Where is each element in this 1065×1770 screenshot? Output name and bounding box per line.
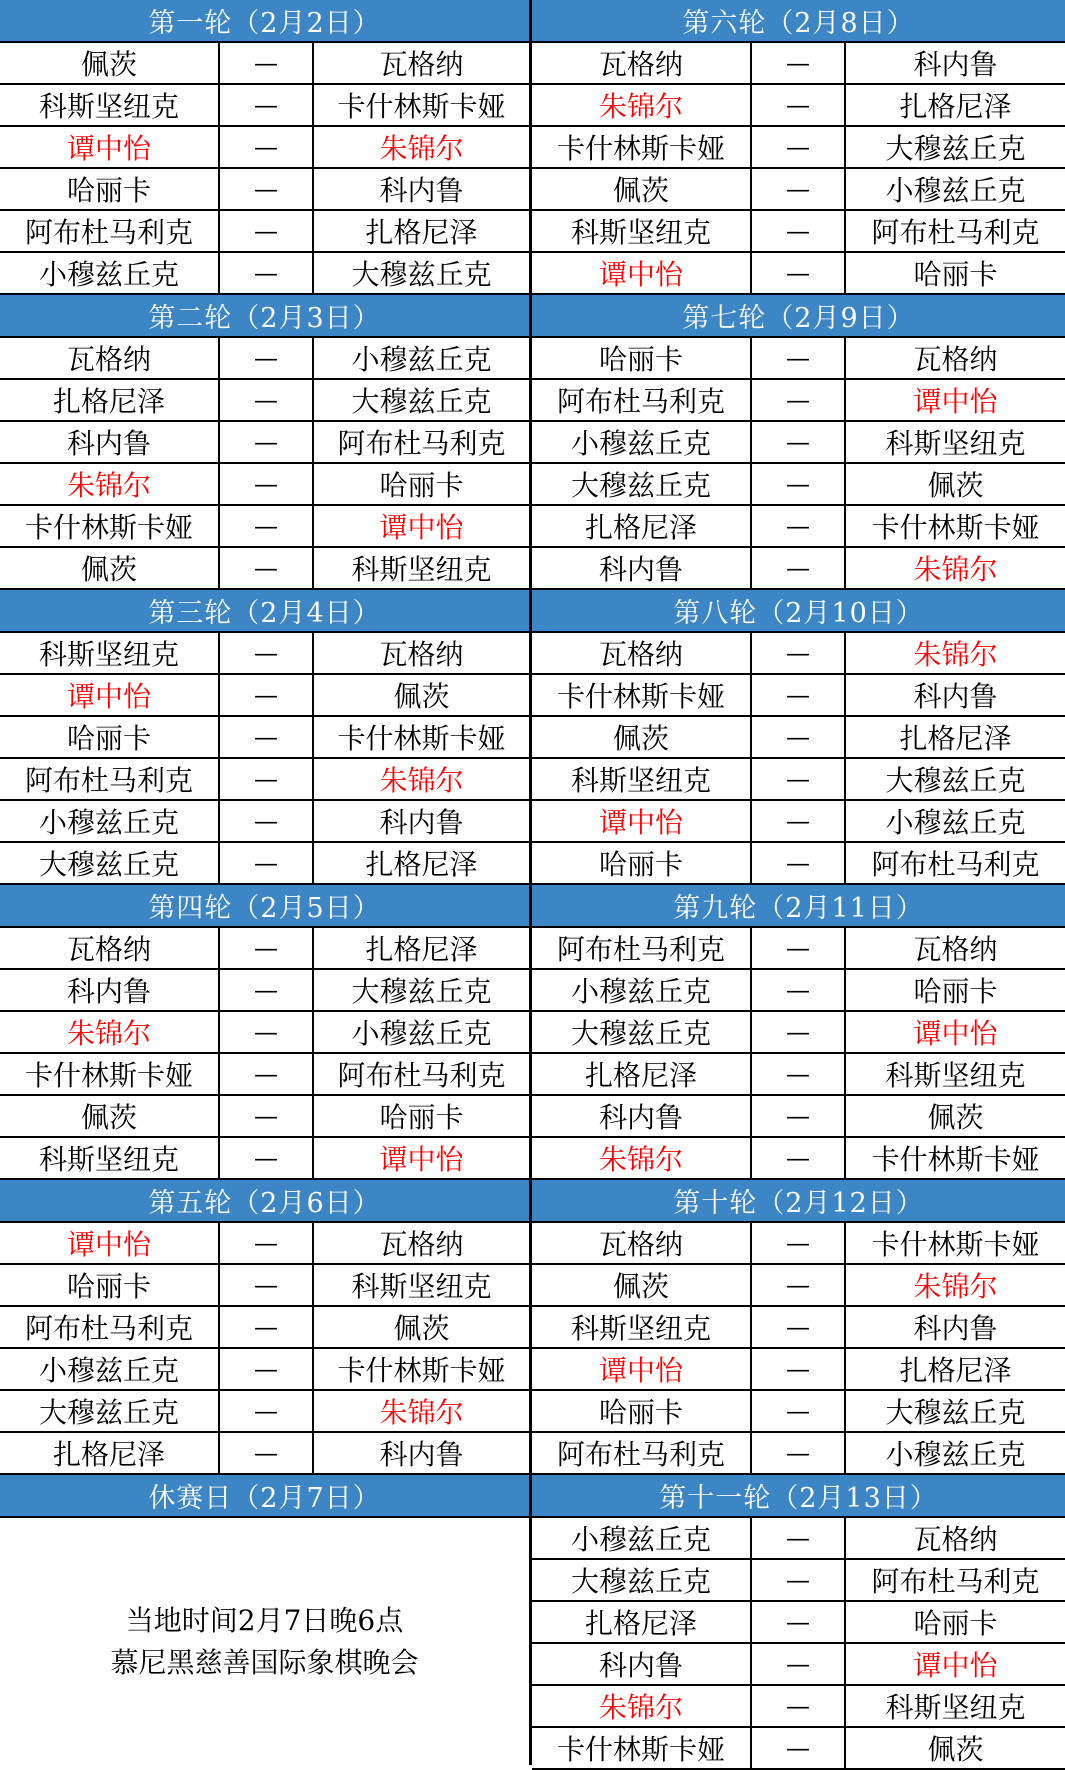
game-row <box>532 1138 1065 1180</box>
versus-dash: — <box>220 1349 314 1389</box>
game-row <box>532 1391 1065 1433</box>
versus-dash: — <box>220 169 314 209</box>
white-player: 佩茨 <box>532 169 752 209</box>
round-title: 第四轮（2月5日） <box>0 885 529 928</box>
black-player: 卡什林斯卡娅 <box>337 722 506 755</box>
game-row <box>0 1012 529 1054</box>
versus-dash: — <box>220 43 314 83</box>
game-row <box>532 633 1065 675</box>
game-row <box>532 1644 1065 1686</box>
game-row <box>532 970 1065 1012</box>
versus-dash: — <box>220 801 314 841</box>
round-title: 第一轮（2月2日） <box>0 0 529 43</box>
versus-dash: — <box>220 759 314 799</box>
black-player: 朱锦尔 <box>379 1396 464 1429</box>
white-player: 朱锦尔 <box>0 1012 220 1052</box>
versus-dash: — <box>752 1644 846 1684</box>
white-player: 瓦格纳 <box>0 928 220 968</box>
black-player: 卡什林斯卡娅 <box>871 1143 1040 1176</box>
black-player: 阿布杜马利克 <box>871 848 1040 881</box>
versus-dash: — <box>220 843 314 883</box>
right-column <box>532 0 1065 1765</box>
game-row <box>0 1096 529 1138</box>
versus-dash: — <box>220 1391 314 1431</box>
white-player: 小穆兹丘克 <box>0 253 220 293</box>
white-player: 佩茨 <box>0 548 220 588</box>
game-row <box>0 1307 529 1349</box>
black-player: 瓦格纳 <box>379 1228 464 1261</box>
game-row <box>532 1728 1065 1770</box>
black-player: 朱锦尔 <box>913 1270 998 1303</box>
white-player: 瓦格纳 <box>532 633 752 673</box>
versus-dash: — <box>752 1349 846 1389</box>
game-row <box>0 338 529 380</box>
white-player: 卡什林斯卡娅 <box>532 1728 752 1768</box>
game-row <box>0 43 529 85</box>
black-player: 瓦格纳 <box>379 638 464 671</box>
white-player: 大穆兹丘克 <box>0 1391 220 1431</box>
round-block <box>532 0 1065 295</box>
versus-dash: — <box>752 801 846 841</box>
black-player: 佩茨 <box>393 1312 450 1345</box>
game-row <box>0 464 529 506</box>
black-player: 大穆兹丘克 <box>351 258 492 291</box>
game-row <box>0 1138 529 1180</box>
round-block <box>532 590 1065 885</box>
game-row <box>0 843 529 885</box>
game-row <box>0 633 529 675</box>
game-row <box>0 928 529 970</box>
white-player: 小穆兹丘克 <box>532 970 752 1010</box>
game-row <box>0 1223 529 1265</box>
white-player: 科内鲁 <box>0 422 220 462</box>
white-player: 哈丽卡 <box>532 338 752 378</box>
white-player: 卡什林斯卡娅 <box>0 1054 220 1094</box>
white-player: 哈丽卡 <box>0 169 220 209</box>
white-player: 科斯坚纽克 <box>532 211 752 251</box>
versus-dash: — <box>752 253 846 293</box>
game-row <box>0 211 529 253</box>
round-title: 第六轮（2月8日） <box>532 0 1065 43</box>
game-row <box>0 1391 529 1433</box>
white-player: 小穆兹丘克 <box>0 801 220 841</box>
versus-dash: — <box>752 928 846 968</box>
versus-dash: — <box>220 1054 314 1094</box>
rest-day-note <box>0 1518 529 1765</box>
white-player: 科斯坚纽克 <box>532 1307 752 1347</box>
white-player: 朱锦尔 <box>532 1686 752 1726</box>
game-row <box>0 253 529 295</box>
game-row <box>532 380 1065 422</box>
black-player: 朱锦尔 <box>913 638 998 671</box>
game-row <box>0 127 529 169</box>
black-player: 大穆兹丘克 <box>885 1396 1026 1429</box>
versus-dash: — <box>752 759 846 799</box>
white-player: 大穆兹丘克 <box>532 1560 752 1600</box>
game-row <box>532 1054 1065 1096</box>
game-row <box>532 43 1065 85</box>
white-player: 阿布杜马利克 <box>532 1433 752 1473</box>
game-row <box>532 548 1065 590</box>
game-row <box>532 464 1065 506</box>
white-player: 扎格尼泽 <box>0 380 220 420</box>
white-player: 瓦格纳 <box>0 338 220 378</box>
white-player: 扎格尼泽 <box>0 1433 220 1473</box>
game-row <box>532 1686 1065 1728</box>
black-player: 瓦格纳 <box>913 1523 998 1556</box>
white-player: 瓦格纳 <box>532 43 752 83</box>
white-player: 佩茨 <box>532 1265 752 1305</box>
game-row <box>0 1265 529 1307</box>
game-row <box>532 928 1065 970</box>
white-player: 科内鲁 <box>0 970 220 1010</box>
black-player: 扎格尼泽 <box>365 933 478 966</box>
versus-dash: — <box>752 422 846 462</box>
black-player: 瓦格纳 <box>913 933 998 966</box>
black-player: 阿布杜马利克 <box>337 427 506 460</box>
white-player: 卡什林斯卡娅 <box>532 127 752 167</box>
rest-day-line-2: 慕尼黑慈善国际象棋晚会 <box>110 1645 419 1679</box>
white-player: 哈丽卡 <box>532 843 752 883</box>
round-title: 第十一轮（2月13日） <box>532 1475 1065 1518</box>
white-player: 谭中怡 <box>0 1223 220 1263</box>
versus-dash: — <box>752 1433 846 1473</box>
black-player: 科内鲁 <box>913 1312 998 1345</box>
round-block <box>532 295 1065 590</box>
white-player: 谭中怡 <box>532 1349 752 1389</box>
black-player: 大穆兹丘克 <box>885 132 1026 165</box>
game-row <box>532 1433 1065 1475</box>
black-player: 佩茨 <box>927 469 984 502</box>
white-player: 哈丽卡 <box>532 1391 752 1431</box>
white-player: 扎格尼泽 <box>532 1054 752 1094</box>
versus-dash: — <box>220 464 314 504</box>
white-player: 科内鲁 <box>532 1096 752 1136</box>
black-player: 佩茨 <box>393 680 450 713</box>
white-player: 哈丽卡 <box>0 1265 220 1305</box>
black-player: 科斯坚纽克 <box>885 1691 1026 1724</box>
black-player: 朱锦尔 <box>379 132 464 165</box>
versus-dash: — <box>220 338 314 378</box>
round-title: 第二轮（2月3日） <box>0 295 529 338</box>
versus-dash: — <box>752 127 846 167</box>
game-row <box>0 801 529 843</box>
game-row <box>532 1560 1065 1602</box>
game-row <box>532 211 1065 253</box>
white-player: 科斯坚纽克 <box>0 85 220 125</box>
black-player: 大穆兹丘克 <box>351 975 492 1008</box>
game-row <box>532 1096 1065 1138</box>
round-title: 第十轮（2月12日） <box>532 1180 1065 1223</box>
game-row <box>532 675 1065 717</box>
versus-dash: — <box>752 85 846 125</box>
black-player: 科斯坚纽克 <box>885 1059 1026 1092</box>
black-player: 朱锦尔 <box>379 764 464 797</box>
white-player: 佩茨 <box>532 717 752 757</box>
white-player: 谭中怡 <box>0 127 220 167</box>
white-player: 佩茨 <box>0 1096 220 1136</box>
versus-dash: — <box>752 380 846 420</box>
versus-dash: — <box>752 169 846 209</box>
versus-dash: — <box>220 380 314 420</box>
black-player: 瓦格纳 <box>913 343 998 376</box>
versus-dash: — <box>752 211 846 251</box>
versus-dash: — <box>752 1728 846 1768</box>
white-player: 科斯坚纽克 <box>0 633 220 673</box>
round-title: 第八轮（2月10日） <box>532 590 1065 633</box>
black-player: 阿布杜马利克 <box>871 1565 1040 1598</box>
black-player: 小穆兹丘克 <box>885 174 1026 207</box>
versus-dash: — <box>752 464 846 504</box>
black-player: 朱锦尔 <box>913 553 998 586</box>
game-row <box>532 1518 1065 1560</box>
black-player: 哈丽卡 <box>379 1101 464 1134</box>
white-player: 朱锦尔 <box>0 464 220 504</box>
white-player: 阿布杜马利克 <box>532 928 752 968</box>
versus-dash: — <box>220 1138 314 1178</box>
black-player: 扎格尼泽 <box>365 216 478 249</box>
white-player: 朱锦尔 <box>532 85 752 125</box>
black-player: 大穆兹丘克 <box>885 764 1026 797</box>
black-player: 谭中怡 <box>913 1649 998 1682</box>
versus-dash: — <box>752 1307 846 1347</box>
game-row <box>532 1602 1065 1644</box>
versus-dash: — <box>220 675 314 715</box>
white-player: 小穆兹丘克 <box>0 1349 220 1389</box>
game-row <box>532 338 1065 380</box>
game-row <box>532 1307 1065 1349</box>
black-player: 卡什林斯卡娅 <box>871 1228 1040 1261</box>
versus-dash: — <box>752 1265 846 1305</box>
versus-dash: — <box>220 1433 314 1473</box>
game-row <box>532 85 1065 127</box>
white-player: 谭中怡 <box>0 675 220 715</box>
game-row <box>532 169 1065 211</box>
black-player: 小穆兹丘克 <box>351 343 492 376</box>
versus-dash: — <box>220 1012 314 1052</box>
round-title: 第三轮（2月4日） <box>0 590 529 633</box>
black-player: 扎格尼泽 <box>365 848 478 881</box>
round-block <box>0 0 529 295</box>
black-player: 卡什林斯卡娅 <box>871 511 1040 544</box>
versus-dash: — <box>752 548 846 588</box>
white-player: 卡什林斯卡娅 <box>532 675 752 715</box>
game-row <box>0 169 529 211</box>
versus-dash: — <box>220 633 314 673</box>
versus-dash: — <box>220 717 314 757</box>
white-player: 大穆兹丘克 <box>532 464 752 504</box>
white-player: 阿布杜马利克 <box>0 211 220 251</box>
black-player: 扎格尼泽 <box>899 722 1012 755</box>
black-player: 扎格尼泽 <box>899 90 1012 123</box>
white-player: 科斯坚纽克 <box>532 759 752 799</box>
black-player: 科斯坚纽克 <box>885 427 1026 460</box>
versus-dash: — <box>220 1223 314 1263</box>
game-row <box>0 759 529 801</box>
round-block <box>0 885 529 1180</box>
black-player: 谭中怡 <box>913 1017 998 1050</box>
versus-dash: — <box>752 633 846 673</box>
versus-dash: — <box>752 717 846 757</box>
versus-dash: — <box>752 1518 846 1558</box>
white-player: 大穆兹丘克 <box>0 843 220 883</box>
white-player: 阿布杜马利克 <box>0 1307 220 1347</box>
versus-dash: — <box>752 1138 846 1178</box>
white-player: 瓦格纳 <box>532 1223 752 1263</box>
versus-dash: — <box>752 1391 846 1431</box>
game-row <box>532 422 1065 464</box>
black-player: 扎格尼泽 <box>899 1354 1012 1387</box>
game-row <box>0 675 529 717</box>
black-player: 哈丽卡 <box>913 1607 998 1640</box>
white-player: 科斯坚纽克 <box>0 1138 220 1178</box>
white-player: 朱锦尔 <box>532 1138 752 1178</box>
black-player: 谭中怡 <box>379 1143 464 1176</box>
black-player: 小穆兹丘克 <box>885 806 1026 839</box>
versus-dash: — <box>752 970 846 1010</box>
game-row <box>532 759 1065 801</box>
white-player: 佩茨 <box>0 43 220 83</box>
black-player: 科内鲁 <box>379 1438 464 1471</box>
white-player: 谭中怡 <box>532 253 752 293</box>
versus-dash: — <box>220 970 314 1010</box>
game-row <box>532 1265 1065 1307</box>
game-row <box>532 717 1065 759</box>
versus-dash: — <box>752 1602 846 1642</box>
round-block <box>532 1475 1065 1770</box>
black-player: 哈丽卡 <box>913 975 998 1008</box>
versus-dash: — <box>220 127 314 167</box>
versus-dash: — <box>752 1560 846 1600</box>
white-player: 大穆兹丘克 <box>532 1012 752 1052</box>
versus-dash: — <box>752 1054 846 1094</box>
versus-dash: — <box>220 506 314 546</box>
game-row <box>0 717 529 759</box>
versus-dash: — <box>220 422 314 462</box>
black-player: 谭中怡 <box>913 385 998 418</box>
round-block <box>532 1180 1065 1475</box>
black-player: 阿布杜马利克 <box>871 216 1040 249</box>
left-column <box>0 0 532 1765</box>
versus-dash: — <box>220 928 314 968</box>
versus-dash: — <box>220 85 314 125</box>
white-player: 小穆兹丘克 <box>532 422 752 462</box>
game-row <box>0 85 529 127</box>
game-row <box>0 1433 529 1475</box>
round-title: 第九轮（2月11日） <box>532 885 1065 928</box>
black-player: 哈丽卡 <box>913 258 998 291</box>
game-row <box>0 422 529 464</box>
game-row <box>0 1349 529 1391</box>
black-player: 科斯坚纽克 <box>351 553 492 586</box>
white-player: 小穆兹丘克 <box>532 1518 752 1558</box>
game-row <box>532 843 1065 885</box>
versus-dash: — <box>220 1265 314 1305</box>
black-player: 卡什林斯卡娅 <box>337 90 506 123</box>
round-block <box>0 1180 529 1475</box>
game-row <box>532 1012 1065 1054</box>
versus-dash: — <box>220 253 314 293</box>
game-row <box>0 970 529 1012</box>
game-row <box>532 253 1065 295</box>
black-player: 佩茨 <box>927 1733 984 1766</box>
round-block <box>0 295 529 590</box>
game-row <box>532 127 1065 169</box>
versus-dash: — <box>752 843 846 883</box>
game-row <box>0 548 529 590</box>
game-row <box>532 801 1065 843</box>
white-player: 阿布杜马利克 <box>0 759 220 799</box>
black-player: 科内鲁 <box>913 48 998 81</box>
game-row <box>0 1054 529 1096</box>
versus-dash: — <box>752 1223 846 1263</box>
white-player: 科内鲁 <box>532 1644 752 1684</box>
black-player: 小穆兹丘克 <box>885 1438 1026 1471</box>
black-player: 科内鲁 <box>379 174 464 207</box>
round-block <box>0 590 529 885</box>
white-player: 科内鲁 <box>532 548 752 588</box>
game-row <box>532 1223 1065 1265</box>
versus-dash: — <box>220 1307 314 1347</box>
white-player: 扎格尼泽 <box>532 1602 752 1642</box>
rest-day-title: 休赛日（2月7日） <box>0 1475 529 1518</box>
versus-dash: — <box>752 675 846 715</box>
versus-dash: — <box>752 1686 846 1726</box>
white-player: 谭中怡 <box>532 801 752 841</box>
versus-dash: — <box>220 211 314 251</box>
round-title: 第七轮（2月9日） <box>532 295 1065 338</box>
game-row <box>0 380 529 422</box>
black-player: 哈丽卡 <box>379 469 464 502</box>
versus-dash: — <box>752 338 846 378</box>
versus-dash: — <box>752 43 846 83</box>
black-player: 卡什林斯卡娅 <box>337 1354 506 1387</box>
versus-dash: — <box>752 1012 846 1052</box>
black-player: 佩茨 <box>927 1101 984 1134</box>
black-player: 小穆兹丘克 <box>351 1017 492 1050</box>
white-player: 扎格尼泽 <box>532 506 752 546</box>
round-block <box>532 885 1065 1180</box>
white-player: 哈丽卡 <box>0 717 220 757</box>
versus-dash: — <box>220 548 314 588</box>
black-player: 科斯坚纽克 <box>351 1270 492 1303</box>
black-player: 科内鲁 <box>379 806 464 839</box>
versus-dash: — <box>752 1096 846 1136</box>
black-player: 谭中怡 <box>379 511 464 544</box>
versus-dash: — <box>752 506 846 546</box>
white-player: 卡什林斯卡娅 <box>0 506 220 546</box>
white-player: 阿布杜马利克 <box>532 380 752 420</box>
black-player: 大穆兹丘克 <box>351 385 492 418</box>
black-player: 瓦格纳 <box>379 48 464 81</box>
game-row <box>0 506 529 548</box>
round-title: 第五轮（2月6日） <box>0 1180 529 1223</box>
game-row <box>532 506 1065 548</box>
black-player: 科内鲁 <box>913 680 998 713</box>
versus-dash: — <box>220 1096 314 1136</box>
rest-day-line-1: 当地时间2月7日晚6点 <box>125 1603 404 1637</box>
black-player: 阿布杜马利克 <box>337 1059 506 1092</box>
game-row <box>532 1349 1065 1391</box>
